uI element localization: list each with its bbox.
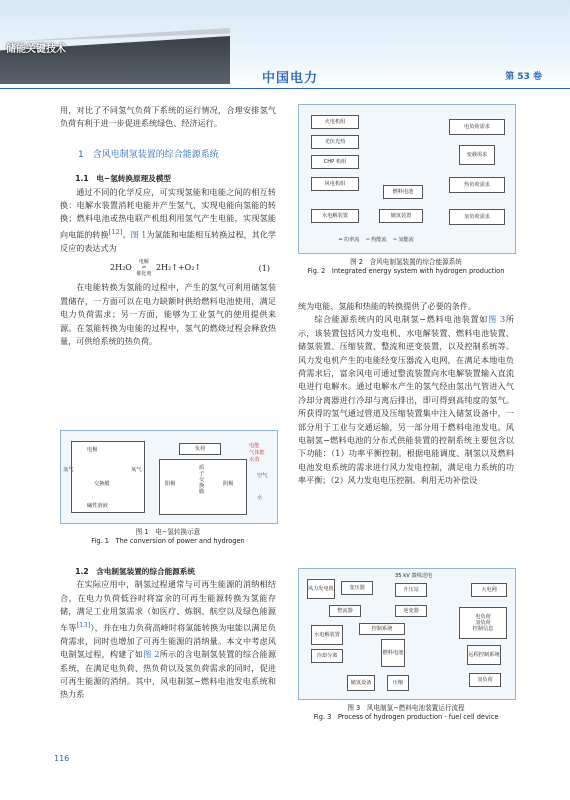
fig3-control-box: 控制系统	[359, 623, 405, 635]
fig2-thermal-unit-box: 火电机组	[311, 115, 359, 129]
fig2-storage-box: 储氢装置	[379, 209, 423, 223]
fig1-air-label: 空气	[257, 473, 268, 479]
fig2-legend: ━ 功率流 ━ 热能流 ━ 氢能流	[339, 237, 414, 243]
subsection-heading: 1.2 含电制氢装置的综合能源系统	[75, 567, 195, 576]
volume-label: 第 53 卷	[505, 72, 542, 82]
fig3-transformer-box: 变压器	[341, 581, 373, 595]
fig1-o2-label: 氧气	[131, 467, 142, 473]
fig3-separator-box: 冷却分离	[311, 649, 343, 663]
fig3-loads-box: 电负荷 氢负荷 控制信息	[459, 607, 507, 639]
fig2-power-load-box: 电负荷需求	[449, 119, 505, 135]
paragraph: 统为电能、氢能和热能的转换提供了必要的条件。	[298, 301, 477, 311]
banner-tag: 储能关键技术	[6, 44, 66, 55]
paragraph: 通过不同的化学反应，可实现氢能和电能之间的相互转换：电解水装置消耗电能并产生氢气，实现电能向氢能的转换；燃料电池或热电联产机组利用氢气产生电能，实现氢能向电能的转换[12]。图 1为氢能和电能相互转换过程，其化学反应的表达式为	[60, 186, 276, 253]
fig3-rectifier-box: 整流器	[329, 605, 361, 617]
fig1-vapor-label: 水蒸	[249, 457, 260, 463]
fig3-inverter-box: 逆变器	[395, 605, 427, 617]
figure-link[interactable]: 图 3	[488, 314, 506, 325]
fig3-grid-box: 大电网	[471, 583, 507, 597]
paragraph: 用，对比了不同氢气负荷下系统的运行情况，合理安排氢气负荷有利于进一步促进系统绿色、经济运行。	[60, 105, 276, 129]
figure-3	[298, 568, 516, 700]
fig1-membrane-label: 质子交换膜	[199, 465, 205, 495]
equation-number: (1)	[258, 263, 270, 273]
fig1-load-box: 负荷	[179, 443, 221, 455]
subsection-heading: 1.1 电−氢转换原理及模型	[75, 174, 171, 184]
fig1-electrode-label: 电极	[87, 447, 98, 453]
fig3-storage-box: 储氢设备	[347, 675, 375, 691]
figure-3-caption: 图 3 风电制氢−燃料电池装置运行流程 Fig. 3 Process of hydrogen production - fuel cell device	[313, 704, 499, 721]
fig3-boost-box: 升压站	[395, 583, 427, 597]
page-number: 116	[54, 754, 70, 763]
paragraph: 综合能源系统内的风电制氢−燃料电池装置如图 3所示，该装置包括风力发电机、水电解装置、燃料电池装置、储氢装置、压缩装置、整流和逆变装置，以及控制系统等。风力发电机产生的电能经变压器流入电网，在满足本地电负荷需求后，富余风电可通过整流装置向水电解装置输入直流电进行电解水。通过电解水产生的氢气经由氢出气管进入气冷却分离器进行冷却与离后排出，即可得到高纯度的氢气。所获得的氢气通过管道及压缩装置集中注入储氢设备中，一部分用于工业与交通运输，另一部分用于燃料电池发电。风电制氢−燃料电池的分布式供能装置的控制系统主要包含以下功能：（1）功率平衡控制。根据电能调度、制氢以及燃料电池发电系统的需求进行风力发电控制，满足电力系统的功率平衡；（2）风力发电电压控制。利用无功补偿设	[298, 314, 514, 486]
fig3-compress-box: 压缩	[387, 675, 409, 691]
fig1-power-label: 电能	[249, 443, 260, 449]
figure-link[interactable]: 图 1	[130, 229, 147, 240]
left-column	[60, 104, 276, 348]
electrolyzer-tank	[71, 441, 145, 513]
left-column-lower	[60, 565, 276, 702]
citation-link[interactable]: [12]	[108, 227, 123, 236]
section-heading: 1 含风电制氢装置的综合能源系统	[78, 149, 219, 160]
figure-2-caption: 图 2 含风电制氢装置的综合能源系统 Fig. 2 Integrated energy system with hydrogen production	[307, 258, 505, 275]
fig3-line-label: 35 kV 馈线送电	[395, 573, 433, 579]
fig1-anode-label: 阳极	[165, 481, 176, 487]
equation: 2H₂O 电解 ⇌ 催化剂 2H₂↑+O₂↑ (1)	[110, 259, 270, 278]
figure-1-caption: 图 1 电−氢转换示意 Fig. 1 The conversion of power and hydrogen	[91, 528, 245, 545]
fig2-fuel-cell-box: 燃料电池	[383, 185, 423, 199]
fig1-cathode-label: 阴极	[223, 481, 234, 487]
figure-1	[60, 430, 278, 524]
fig3-h2-use-box: 氢负荷	[469, 673, 501, 687]
paragraph: 在电能转换为氢能的过程中，产生的氢气可利用储氢装置储存，一方面可以在电力缺额时供给燃料电池使用，满足电力负荷需求；另一方面，能够为工业氢气的使用提供来源。在氢能转换为电能的过程中，氢气的燃烧过程会释放热量，可供给系统的热负荷。	[60, 282, 276, 346]
fig2-heat-load-box: 热负荷需求	[449, 177, 505, 193]
fig2-variable-load-box: 变载需求	[459, 145, 495, 165]
paragraph: 在实际应用中，制氢过程通常与可再生能源的消纳相结合，在电力负荷低谷时将富余的可再生能源转换为氢能存储，满足工业用氢需求（如医疗、炼钢、航空以及绿色能源车等[13]），并在电力负荷高峰时将氢能转换为电能以满足负荷需求，同时也增加了可再生能源的消纳量。本文中考虑风电制氢过程，构建了如图 2所示的含电制氢装置的综合能源系统，在满足电负荷、热负荷以及氢负荷需求的同时，促进可再生能源的消纳。其中，风电制氢−燃料电池发电系统和热力系	[60, 579, 276, 700]
fig2-wind-box: 风电机组	[311, 177, 359, 191]
fig1-exchange-label: 交换膜	[94, 481, 110, 487]
fig2-pv-box: 光伏光热	[311, 135, 359, 149]
figure-2	[298, 104, 516, 254]
header-rule	[0, 88, 570, 89]
fig2-chp-box: CHP 机组	[311, 155, 359, 169]
figure-link[interactable]: 图 2	[143, 649, 160, 660]
fig1-alkaline-label: 碱性溶液	[87, 503, 108, 509]
fig3-electrolyzer-box: 水电解装置	[311, 625, 343, 645]
fig3-wind-box: 风力发电机	[307, 579, 335, 599]
fig2-electrolyzer-box: 水电解装置	[311, 209, 359, 223]
fig3-remote-box: 远程控制系统	[467, 645, 501, 665]
fig3-fuelcell-box: 燃料电池	[381, 639, 405, 667]
fig1-water-label: 水	[257, 495, 263, 501]
right-column	[298, 300, 514, 488]
fig1-heat-label: 气体能	[249, 450, 265, 456]
fig1-h2-label: 氢气	[63, 467, 74, 473]
citation-link[interactable]: [13]	[76, 620, 91, 629]
journal-title: 中国电力	[262, 71, 319, 86]
fig2-h2-load-box: 氢负荷需求	[449, 209, 505, 225]
